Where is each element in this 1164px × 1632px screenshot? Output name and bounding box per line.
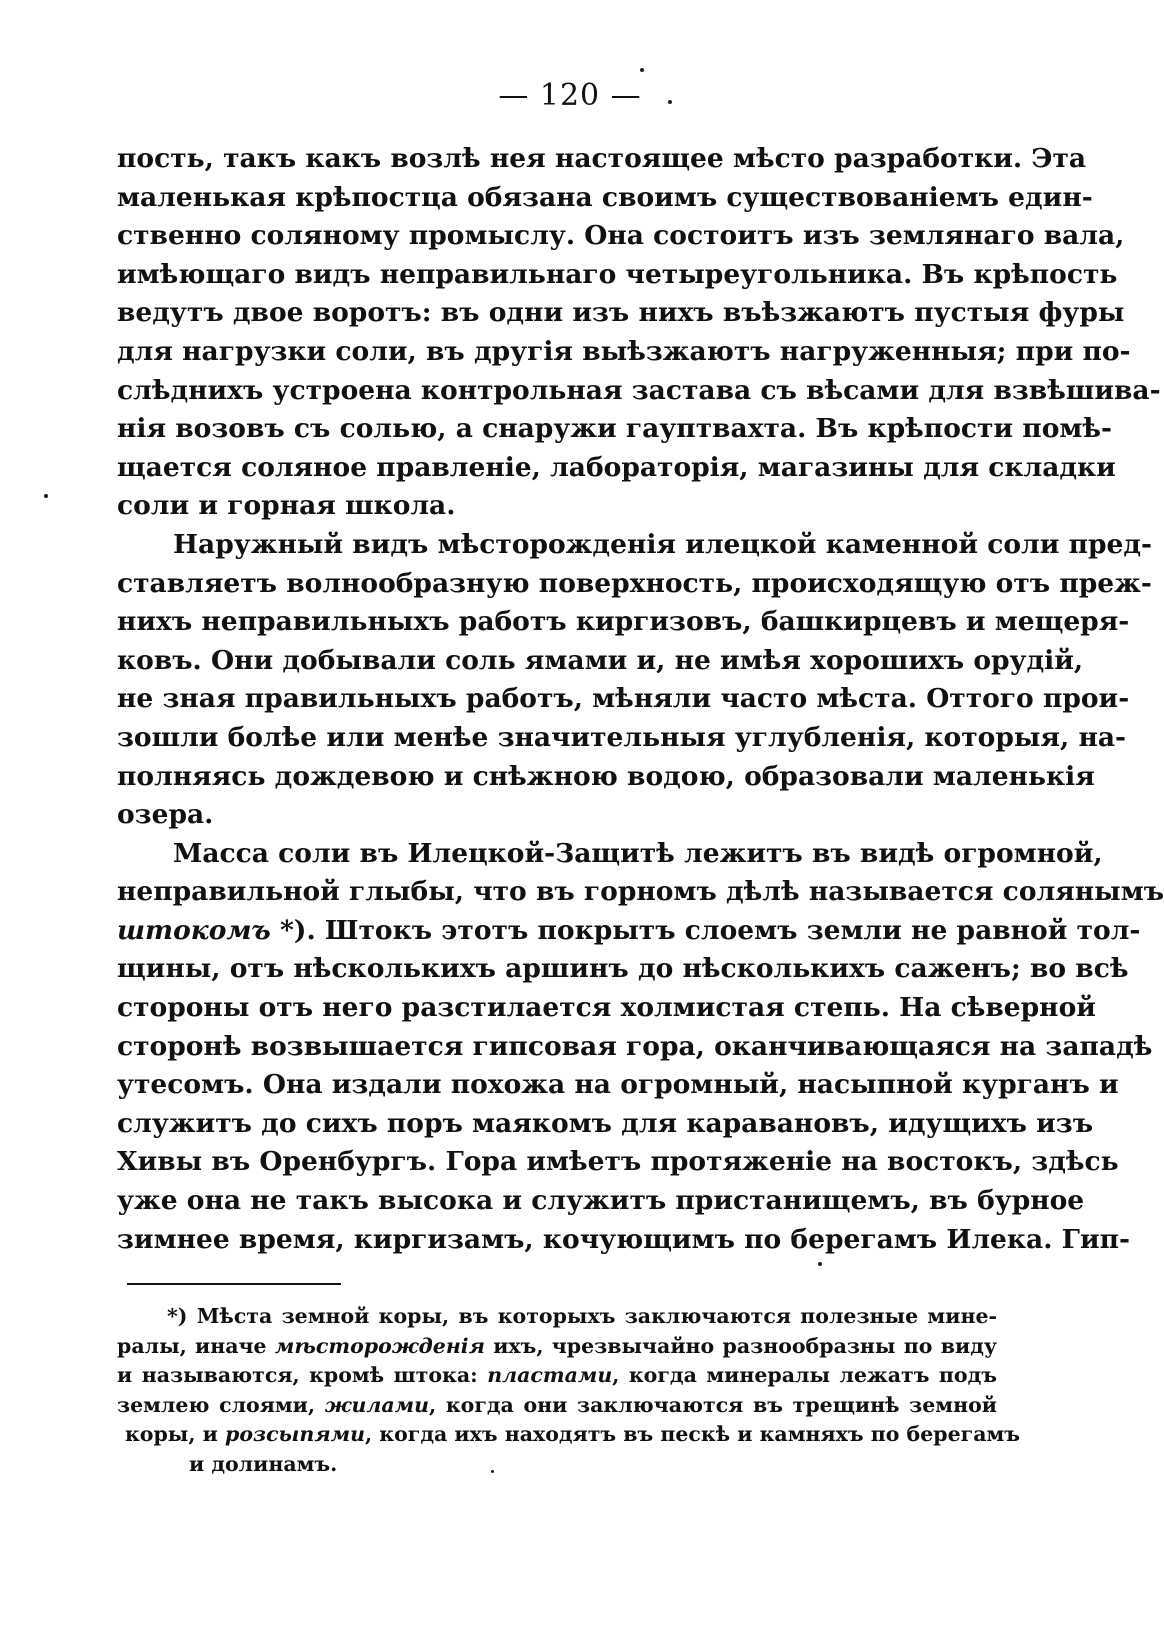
text-segment: , когда минералы лежатъ подъ bbox=[612, 1363, 997, 1387]
footnote-line bbox=[117, 1332, 997, 1362]
text-line: нихъ неправильныхъ работъ киргизовъ, башкирцевъ и мещеря- bbox=[117, 606, 1130, 638]
footnote-line: *) Мѣста земной коры, въ которыхъ заключаются полезные мине- bbox=[167, 1304, 997, 1328]
text-line: маленькая крѣпостца обязана своимъ существованіемъ един- bbox=[117, 181, 1093, 213]
text-segment: , когда они заключаются въ трещинѣ земной bbox=[429, 1392, 997, 1417]
text-line: зошли болѣе или менѣе значительныя углубленія, которыя, на- bbox=[117, 721, 1127, 753]
text-line: неправильной глыбы, что въ горномъ дѣлѣ называется солянымъ bbox=[117, 876, 1164, 908]
text-segment: ихъ, чрезвычайно разнообразны по виду bbox=[484, 1333, 997, 1358]
print-speck bbox=[668, 100, 672, 104]
text-line: слѣднихъ устроена контрольная застава съ вѣсами для взвѣшива- bbox=[117, 374, 1161, 406]
text-line: сторонѣ возвышается гипсовая гора, оканчивающаяся на западѣ bbox=[117, 1030, 1153, 1062]
italic-term: жилами bbox=[324, 1392, 430, 1417]
text-line: имѣющаго видъ неправильнаго четыреугольника. Въ крѣпость bbox=[117, 258, 1118, 290]
italic-term: мѣсторожденія bbox=[274, 1333, 485, 1358]
text-line: уже она не такъ высока и служитъ пристанищемъ, въ бурное bbox=[117, 1185, 1085, 1217]
print-speck bbox=[491, 1470, 494, 1473]
text-line: ковъ. Они добывали соль ямами и, не имѣя хорошихъ орудій, bbox=[117, 644, 1084, 676]
text-line: ставляетъ волнообразную поверхность, происходящую отъ преж- bbox=[117, 567, 1152, 599]
text-line: нія возовъ съ солью, а снаружи гауптвахта. Въ крѣпости помѣ- bbox=[117, 413, 1113, 445]
text-line: соли и горная школа. bbox=[117, 490, 456, 522]
text-line: ведутъ двое воротъ: въ одни изъ нихъ въѣзжаютъ пустыя фуры bbox=[117, 297, 1125, 329]
text-line: ственно соляному промыслу. Она состоитъ изъ землянаго вала, bbox=[117, 220, 1125, 252]
footnote-line bbox=[117, 1420, 1021, 1450]
print-speck bbox=[640, 68, 644, 72]
text-line: служитъ до сихъ поръ маякомъ для каравановъ, идущихъ изъ bbox=[117, 1107, 1094, 1139]
main-text bbox=[117, 140, 1164, 1259]
text-line: утесомъ. Она издали похожа на огромный, насыпной курганъ и bbox=[117, 1069, 1119, 1101]
footnote-line bbox=[117, 1361, 997, 1391]
text-line: полняясь дождевою и снѣжною водою, образовали маленькія bbox=[117, 760, 1095, 792]
text-line: пость, такъ какъ возлѣ нея настоящее мѣсто разработки. Эта bbox=[117, 143, 1087, 174]
paragraph-start-line: Наружный видъ мѣсторожденія илецкой каменной соли пред- bbox=[173, 528, 1153, 560]
text-line: не зная правильныхъ работъ, мѣняли часто мѣста. Оттого прои- bbox=[117, 683, 1130, 715]
text-segment: землею слоями, bbox=[117, 1392, 325, 1417]
text-line: зимнее время, киргизамъ, кочующимъ по берегамъ Илека. Гип- bbox=[117, 1223, 1131, 1255]
text-line: щины, отъ нѣсколькихъ аршинъ до нѣсколькихъ саженъ; во всѣ bbox=[117, 953, 1129, 985]
text-segment: , когда ихъ находятъ въ пескѣ и камняхъ по берегамъ bbox=[365, 1422, 1021, 1446]
text-line: для нагрузки соли, въ другія выѣзжаютъ нагруженныя; при по- bbox=[117, 335, 1131, 367]
text-line: стороны отъ него разстилается холмистая степь. На сѣверной bbox=[117, 992, 1096, 1024]
italic-term: розсыпями bbox=[224, 1422, 366, 1446]
print-speck bbox=[44, 494, 48, 498]
text-line: Хивы въ Оренбургъ. Гора имѣетъ протяженіе на востокъ, здѣсь bbox=[117, 1146, 1119, 1178]
paragraph-start-line: Масса соли въ Илецкой-Защитѣ лежитъ въ видѣ огромной, bbox=[173, 837, 1103, 869]
footnote bbox=[117, 1302, 1021, 1479]
text-line: озера. bbox=[117, 799, 214, 831]
text-segment: и называются, кромѣ штока: bbox=[117, 1363, 488, 1387]
footnote-line bbox=[117, 1391, 997, 1421]
text-segment: *). Штокъ этотъ покрытъ слоемъ земли не равной тол- bbox=[270, 914, 1141, 946]
text-line bbox=[117, 912, 1141, 951]
print-speck bbox=[818, 1262, 822, 1266]
text-segment: ралы, иначе bbox=[117, 1333, 275, 1358]
footnote-divider bbox=[127, 1283, 341, 1285]
text-line: щается соляное правленіе, лабораторія, магазины для складки bbox=[117, 451, 1116, 483]
italic-term-shtok: штокомъ bbox=[117, 914, 271, 946]
italic-term: пластами bbox=[487, 1363, 613, 1387]
text-segment: коры, и bbox=[125, 1422, 225, 1446]
page-number: — 120 — bbox=[498, 78, 642, 113]
footnote-line: и долинамъ. bbox=[189, 1451, 338, 1476]
